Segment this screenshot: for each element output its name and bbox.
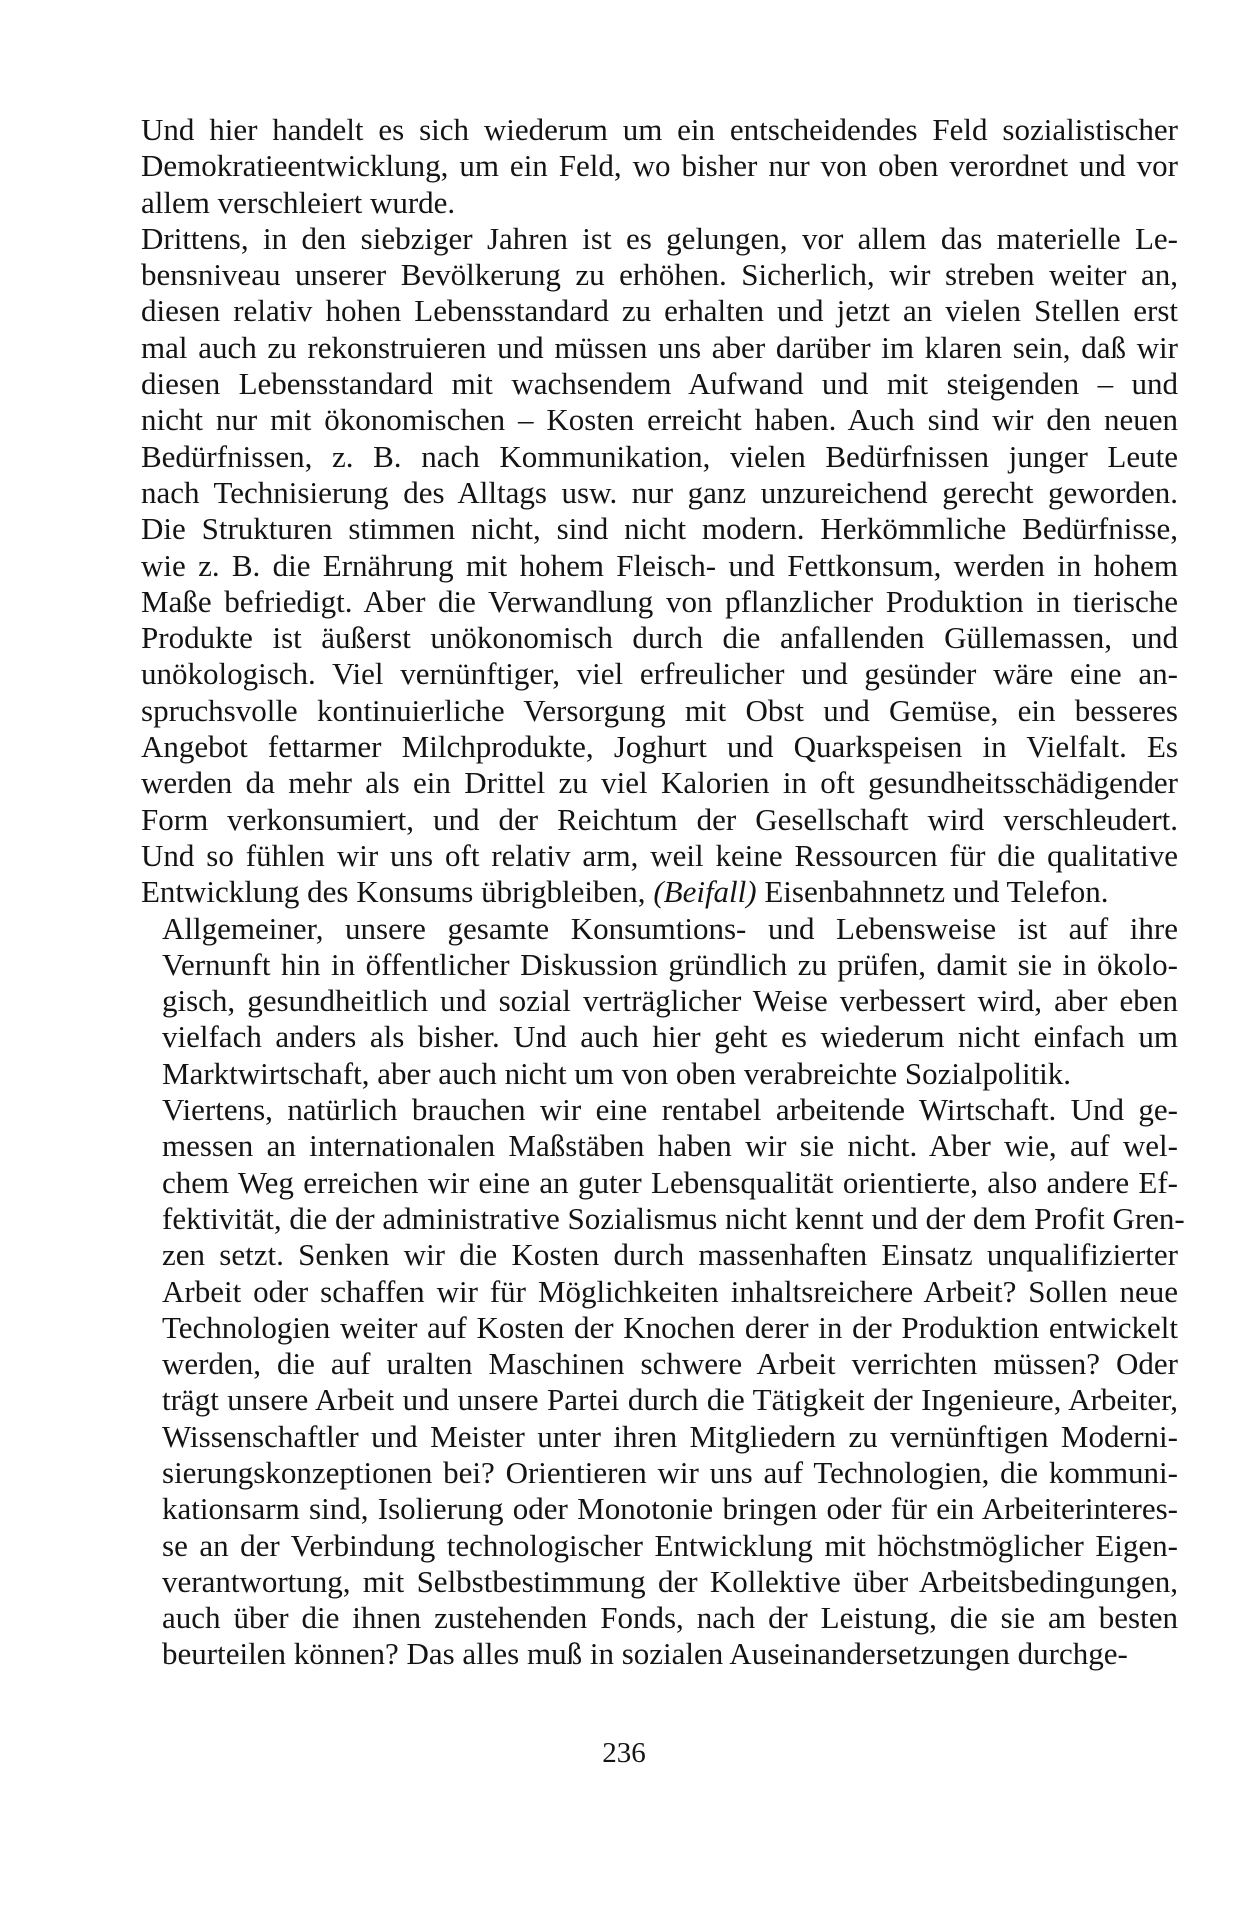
text-line: Marktwirtschaft, aber auch nicht um von oben verabreichte Sozialpolitik. — [162, 1055, 1072, 1091]
text-line: auch über die ihnen zustehenden Fonds, nach der Leistung, die sie am besten — [162, 1600, 1178, 1636]
text-line: nicht nur mit ökonomischen – Kosten erreicht haben. Auch sind wir den neuen — [141, 402, 1178, 438]
text-line: chem Weg erreichen wir eine an guter Lebensqualität orientierte, also andere Ef- — [162, 1164, 1178, 1200]
text-line: zen setzt. Senken wir die Kosten durch massenhaften Einsatz unqualifizierter — [162, 1237, 1178, 1273]
text-line: diesen Lebensstandard mit wachsendem Aufwand und mit steigenden – und — [141, 366, 1178, 402]
text-line: Produkte ist äußerst unökonomisch durch die anfallenden Güllemassen, und — [141, 620, 1178, 656]
text-line — [141, 874, 1178, 910]
text-line: Allgemeiner, unsere gesamte Konsumtions- und Lebensweise ist auf ihre — [162, 910, 1178, 946]
text-line: Angebot fettarmer Milchprodukte, Joghurt und Quarkspeisen in Vielfalt. Es — [141, 729, 1178, 765]
text-line: sierungskonzeptionen bei? Orientieren wir uns auf Technologien, die kommuni- — [162, 1454, 1178, 1490]
body-text — [141, 112, 1185, 1673]
text-line: wie z. B. die Ernährung mit hohem Fleisch- und Fettkonsum, werden in hohem — [141, 547, 1178, 583]
text-line: werden da mehr als ein Drittel zu viel Kalorien in oft gesundheitsschädigender — [141, 765, 1178, 801]
text-line: Arbeit oder schaffen wir für Möglichkeiten inhaltsreichere Arbeit? Sollen neue — [162, 1273, 1178, 1309]
text-line: unökologisch. Viel vernünftiger, viel erfreulicher und gesünder wäre eine an- — [141, 656, 1178, 692]
text-line: gisch, gesundheitlich und sozial verträglicher Weise verbessert wird, aber eben — [162, 983, 1178, 1019]
page-number: 236 — [602, 1737, 646, 1769]
text-line: bensniveau unserer Bevölkerung zu erhöhen. Sicherlich, wir streben weiter an, — [141, 257, 1178, 293]
text-line: Und hier handelt es sich wiederum um ein entscheidendes Feld sozialistischer — [141, 112, 1178, 147]
text-line: vielfach anders als bisher. Und auch hier geht es wiederum nicht einfach um — [162, 1019, 1178, 1055]
paragraph — [141, 1092, 1185, 1673]
text-line: allem verschleiert wurde. — [141, 184, 456, 220]
text-line: fektivität, die der administrative Sozialismus nicht kennt und der dem Profit Gren- — [162, 1200, 1185, 1236]
text-segment: Eisenbahnnetz und Telefon. — [756, 874, 1109, 910]
text-line: Maße befriedigt. Aber die Verwandlung von pflanzlicher Produktion in tierische — [141, 583, 1178, 619]
text-line: trägt unsere Arbeit und unsere Partei durch die Tätigkeit der Ingenieure, Arbeiter, — [162, 1382, 1178, 1418]
text-line: Form verkonsumiert, und der Reichtum der Gesellschaft wird verschleudert. — [141, 801, 1178, 837]
text-line: Und so fühlen wir uns oft relativ arm, weil keine Ressourcen für die qualitative — [141, 837, 1178, 873]
text-line: Technologien weiter auf Kosten der Knochen derer in der Produktion entwickelt — [162, 1309, 1178, 1345]
text-line: verantwortung, mit Selbstbestimmung der Kollektive über Arbeitsbedingungen, — [162, 1563, 1178, 1599]
text-line: Vernunft hin in öffentlicher Diskussion gründlich zu prüfen, damit sie in ökolo- — [162, 946, 1178, 982]
text-line: Bedürfnissen, z. B. nach Kommunikation, vielen Bedürfnissen junger Leute — [141, 438, 1178, 474]
paragraph — [141, 221, 1178, 911]
paragraph — [141, 911, 1178, 1092]
text-segment: Entwicklung des Konsums übrigbleiben, — [141, 874, 654, 910]
text-line: se an der Verbindung technologischer Entwicklung mit höchstmöglicher Eigen- — [162, 1527, 1178, 1563]
text-line: spruchsvolle kontinuierliche Versorgung mit Obst und Gemüse, ein besseres — [141, 692, 1178, 728]
text-line: diesen relativ hohen Lebensstandard zu erhalten und jetzt an vielen Stellen erst — [141, 293, 1178, 329]
text-line: werden, die auf uralten Maschinen schwere Arbeit verrichten müssen? Oder — [162, 1346, 1178, 1382]
text-line: nach Technisierung des Alltags usw. nur ganz unzureichend gerecht geworden. — [141, 474, 1178, 510]
text-line: kationsarm sind, Isolierung oder Monotonie bringen oder für ein Arbeiterinteres- — [162, 1491, 1178, 1527]
stage-direction: (Beifall) — [653, 874, 757, 910]
text-line: Drittens, in den siebziger Jahren ist es gelungen, vor allem das materielle Le- — [141, 220, 1178, 256]
text-line: mal auch zu rekonstruieren und müssen uns aber darüber im klaren sein, daß wir — [141, 329, 1178, 365]
paragraph — [141, 112, 1178, 221]
text-line: Viertens, natürlich brauchen wir eine rentabel arbeitende Wirtschaft. Und ge- — [162, 1092, 1178, 1128]
text-line: beurteilen können? Das alles muß in sozialen Auseinandersetzungen durchge- — [162, 1636, 1128, 1672]
text-line: Die Strukturen stimmen nicht, sind nicht modern. Herkömmliche Bedürfnisse, — [141, 511, 1178, 547]
text-line: messen an internationalen Maßstäben haben wir sie nicht. Aber wie, auf wel- — [162, 1128, 1178, 1164]
text-line: Demokratieentwicklung, um ein Feld, wo bisher nur von oben verordnet und vor — [141, 148, 1178, 184]
text-line: Wissenschaftler und Meister unter ihren Mitgliedern zu vernünftigen Moderni- — [162, 1418, 1178, 1454]
